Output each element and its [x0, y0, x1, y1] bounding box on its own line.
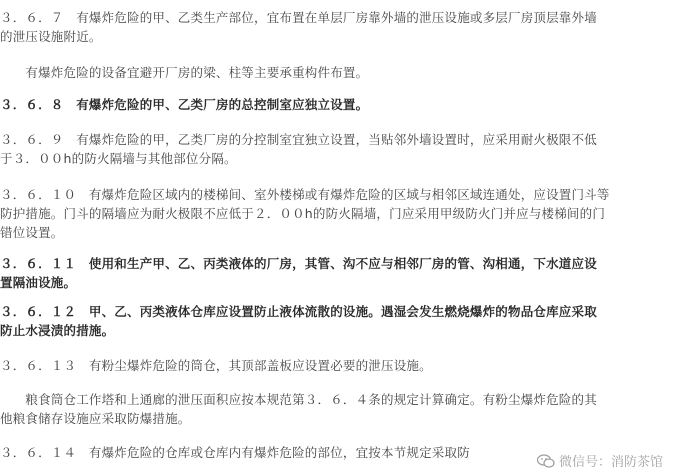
clause-3-6-10-line-3: 错位设置。 [0, 225, 64, 240]
wechat-icon [537, 454, 555, 468]
clause-3-6-14-line-1: ３．６．１４ 有爆炸危险的仓库或仓库内有爆炸危险的部位，宜按本节规定采取防 [0, 445, 470, 460]
paragraph-grain-silo-line-2: 他粮食储存设施应采取防爆措施。 [0, 411, 191, 426]
clause-3-6-13-line-1: ３．６．１３ 有粉尘爆炸危险的筒仓，其顶部盖板应设置必要的泄压设施。 [0, 358, 432, 373]
paragraph-grain-silo-line-1: 粮食筒仓工作塔和上通廊的泄压面积应按本规范第３．６．４条的规定计算确定。有粉尘爆炸危险的其 [0, 392, 597, 407]
wechat-watermark [537, 451, 663, 470]
clause-3-6-10-line-1: ３．６．１０ 有爆炸危险区域内的楼梯间、室外楼梯或有爆炸危险的区域与相邻区域连通处，应设置门斗等 [0, 187, 610, 202]
clause-3-6-11-line-1: ３．６．１１ 使用和生产甲、乙、丙类液体的厂房，其管、沟不应与相邻厂房的管、沟相通，下水道应设 [0, 256, 597, 271]
paragraph-equipment-placement: 有爆炸危险的设备宜避开厂房的梁、柱等主要承重构件布置。 [0, 65, 369, 80]
clause-3-6-10-line-2: 防护措施。门斗的隔墙应为耐火极限不应低于２．００h的防火隔墙，门应采用甲级防火门并应与楼梯间的门 [0, 206, 606, 221]
clause-3-6-12-line-1: ３．６．１２ 甲、乙、丙类液体仓库应设置防止液体流散的设施。遇湿会发生燃烧爆炸的物品仓库应采取 [0, 304, 597, 319]
clause-3-6-9-line-1: ３．６．９ 有爆炸危险的甲，乙类厂房的分控制室宜独立设置，当贴邻外墙设置时，应采用耐火极限不低 [0, 132, 597, 147]
clause-3-6-11-line-2: 置隔油设施。 [0, 275, 77, 290]
clause-3-6-7-line-2: 的泄压设施附近。 [0, 29, 102, 44]
clause-3-6-12-line-2: 防止水浸渍的措施。 [0, 323, 115, 338]
clause-3-6-9-line-2: 于３．００h的防火隔墙与其他部位分隔。 [0, 151, 237, 166]
clause-3-6-8-line-1: ３．６．８ 有爆炸危险的甲、乙类厂房的总控制室应独立设置。 [0, 97, 369, 112]
watermark-text: 微信号：消防茶馆 [558, 455, 663, 470]
clause-3-6-7-line-1: ３．６．７ 有爆炸危险的甲、乙类生产部位，宜布置在单层厂房靠外墙的泄压设施或多层厂房顶层靠外墙 [0, 10, 597, 25]
